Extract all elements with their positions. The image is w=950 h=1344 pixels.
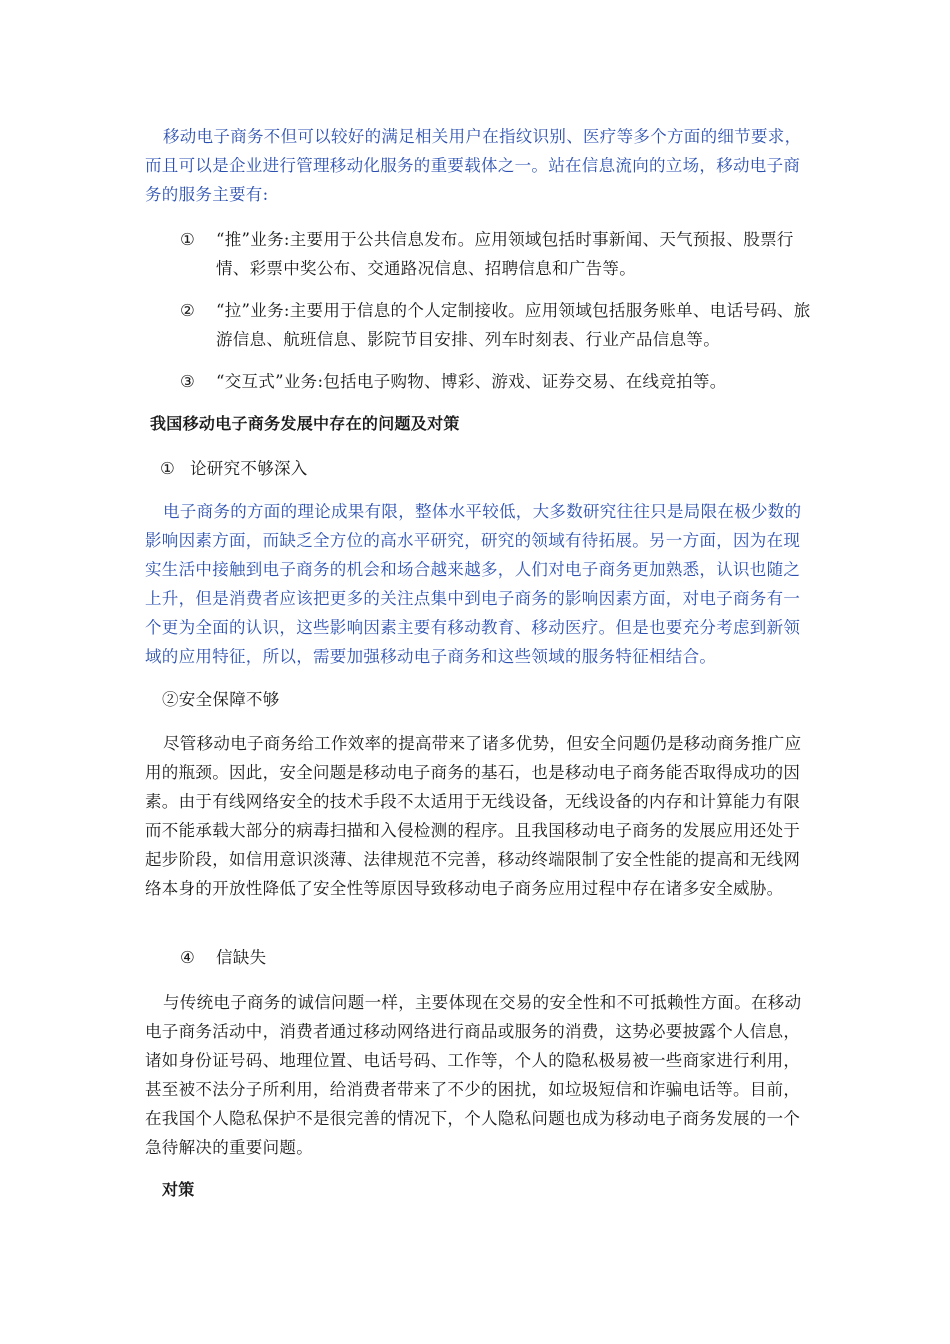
list-text: “拉”业务:主要用于信息的个人定制接收。应用领域包括服务账单、电话号码、旅游信息、航班信息、影院节目安排、列车时刻表、行业产品信息等。 bbox=[216, 301, 811, 349]
list-number: ② bbox=[180, 301, 196, 320]
problem1-paragraph: 电子商务的方面的理论成果有限，整体水平较低，大多数研究往往只是局限在极少数的影响因素方面，而缺乏全方位的高水平研究，研究的领域有待拓展。另一方面，因为在现实生活中接触到电子商务的机会和场合越来越多，人们对电子商务更加熟悉，认识也随之上升，但是消费者应该把更多的关注点集中到电子商务的影响因素方面，对电子商务有一个更为全面的认识，这些影响因素主要有移动教育、移动医疗。但是也要充分考虑到新领域的应用特征，所以，需要加强移动电子商务和这些领域的服务特征相结合。 bbox=[145, 502, 802, 666]
list-number: ① bbox=[180, 230, 196, 249]
list-text: 论研究不够深入 bbox=[190, 459, 308, 478]
list-text: “交互式”业务:包括电子购物、博彩、游戏、证券交易、在线竞拍等。 bbox=[216, 372, 727, 391]
countermeasures-heading: 对策 bbox=[162, 1180, 195, 1199]
intro-paragraph: 移动电子商务不但可以较好的满足相关用户在指纹识别、医疗等多个方面的细节要求，而且可以是企业进行管理移动化服务的重要载体之一。站在信息流向的立场，移动电子商务的服务主要有: bbox=[145, 127, 802, 204]
problem2-title: ②安全保障不够 bbox=[162, 690, 280, 709]
list-text: 信缺失 bbox=[216, 948, 267, 967]
list-number: ③ bbox=[180, 372, 196, 391]
problem4-paragraph: 与传统电子商务的诚信问题一样，主要体现在交易的安全性和不可抵赖性方面。在移动电子商务活动中，消费者通过移动网络进行商品或服务的消费，这势必要披露个人信息，诸如身份证号码、地理位置、电话号码、工作等，个人的隐私极易被一些商家进行利用，甚至被不法分子所利用，给消费者带来了不少的困扰，如垃圾短信和诈骗电话等。目前，在我国个人隐私保护不是很完善的情况下，个人隐私问题也成为移动电子商务发展的一个急待解决的重要问题。 bbox=[145, 993, 802, 1157]
list-text: “推”业务:主要用于公共信息发布。应用领域包括时事新闻、天气预报、股票行情、彩票中奖公布、交通路况信息、招聘信息和广告等。 bbox=[216, 230, 794, 278]
problems-heading: 我国移动电子商务发展中存在的问题及对策 bbox=[150, 414, 460, 433]
list-number: ④ bbox=[180, 948, 196, 967]
list-number: ① bbox=[160, 459, 176, 478]
problem2-paragraph: 尽管移动电子商务给工作效率的提高带来了诸多优势，但安全问题仍是移动商务推广应用的瓶颈。因此，安全问题是移动电子商务的基石，也是移动电子商务能否取得成功的因素。由于有线网络安全的技术手段不太适用于无线设备，无线设备的内存和计算能力有限而不能承载大部分的病毒扫描和入侵检测的程序。且我国移动电子商务的发展应用还处于起步阶段，如信用意识淡薄、法律规范不完善，移动终端限制了安全性能的提高和无线网络本身的开放性降低了安全性等原因导致移动电子商务应用过程中存在诸多安全威胁。 bbox=[145, 734, 802, 898]
